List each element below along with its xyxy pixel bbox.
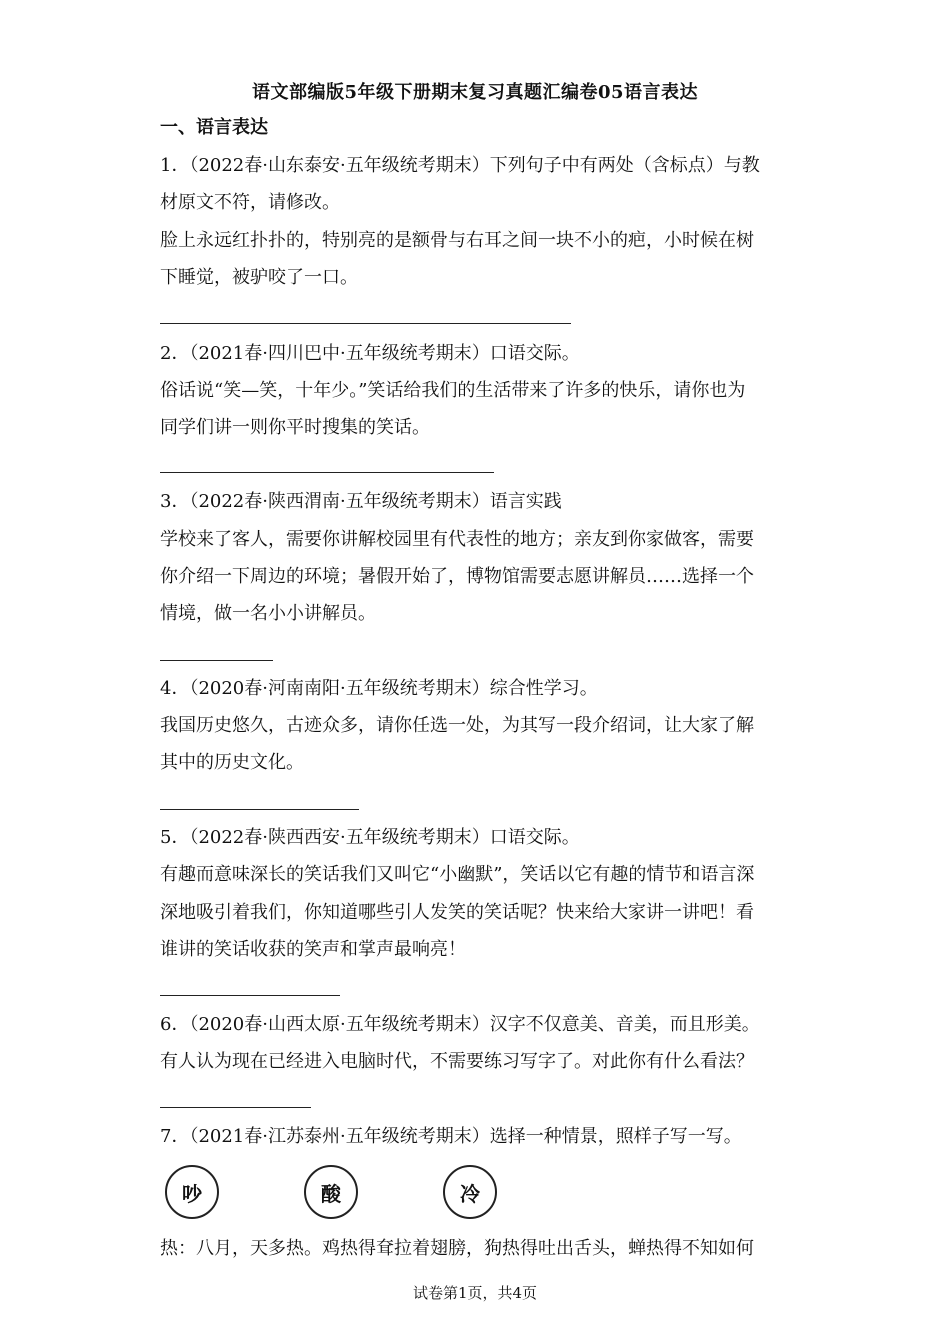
q3-text-line-2: 你介绍一下周边的环境；暑假开始了，博物馆需要志愿讲解员……选择一个 bbox=[160, 566, 754, 587]
q4-text-line-1: 我国历史悠久，古迹众多，请你任选一处，为其写一段介绍词，让大家了解 bbox=[160, 715, 754, 736]
q2-stem-line-1: 2．（2021春·四川巴中·五年级统考期末）口语交际。 bbox=[160, 343, 580, 364]
option-circle-leng bbox=[443, 1165, 497, 1219]
q5-text-line-3: 谁讲的笑话收获的笑声和掌声最响亮！ bbox=[160, 939, 466, 960]
q5-stem-line-1: 5．（2022春·陕西西安·五年级统考期末）口语交际。 bbox=[160, 827, 580, 848]
section-heading: 一、语言表达 bbox=[160, 117, 268, 138]
q1-stem-line-1: 1．（2022春·山东泰安·五年级统考期末）下列句子中有两处（含标点）与教 bbox=[160, 155, 760, 176]
q1-answer-line[interactable] bbox=[160, 323, 571, 324]
q3-text-line-1: 学校来了客人，需要你讲解校园里有代表性的地方；亲友到你家做客，需要 bbox=[160, 529, 754, 550]
q7-stem-line-1: 7．（2021春·江苏泰州·五年级统考期末）选择一种情景，照样子写一写。 bbox=[160, 1126, 742, 1147]
q2-text-line-1: 俗话说“笑—笑，十年少。”笑话给我们的生活带来了许多的快乐，请你也为 bbox=[160, 380, 746, 401]
q3-answer-line[interactable] bbox=[160, 660, 273, 661]
q4-stem-line-1: 4．（2020春·河南南阳·五年级统考期末）综合性学习。 bbox=[160, 678, 598, 699]
q3-text-line-3: 情境，做一名小小讲解员。 bbox=[160, 603, 376, 624]
page-footer: 试卷第1页，共4页 bbox=[412, 1284, 538, 1302]
q7-example-line: 热：八月，天多热。鸡热得耷拉着翅膀，狗热得吐出舌头，蝉热得不知如何 bbox=[160, 1238, 754, 1259]
q3-stem-line-1: 3．（2022春·陕西渭南·五年级统考期末）语言实践 bbox=[160, 491, 562, 512]
q4-text-line-2: 其中的历史文化。 bbox=[160, 752, 304, 773]
option-char: 酸 bbox=[321, 1181, 341, 1206]
q1-text-line-2: 下睡觉，被驴咬了一口。 bbox=[160, 267, 358, 288]
option-circle-suan bbox=[304, 1165, 358, 1219]
q1-stem-line-2: 材原文不符，请修改。 bbox=[160, 192, 340, 213]
q5-text-line-1: 有趣而意味深长的笑话我们又叫它“小幽默”，笑话以它有趣的情节和语言深 bbox=[160, 864, 755, 885]
q2-text-line-2: 同学们讲一则你平时搜集的笑话。 bbox=[160, 417, 430, 438]
q6-answer-line[interactable] bbox=[160, 1107, 311, 1108]
q6-text-line-1: 有人认为现在已经进入电脑时代，不需要练习写字了。对此你有什么看法？ bbox=[160, 1051, 754, 1072]
q1-text-line-1: 脸上永远红扑扑的，特别亮的是额骨与右耳之间一块不小的疤，小时候在树 bbox=[160, 230, 754, 251]
option-circle-chao bbox=[165, 1165, 219, 1219]
q5-answer-line[interactable] bbox=[160, 995, 340, 996]
document-title: 语文部编版5年级下册期末复习真题汇编卷05语言表达 bbox=[251, 82, 699, 103]
option-char: 冷 bbox=[460, 1181, 480, 1206]
option-char: 吵 bbox=[182, 1181, 202, 1206]
q6-stem-line-1: 6．（2020春·山西太原·五年级统考期末）汉字不仅意美、音美，而且形美。 bbox=[160, 1014, 760, 1035]
q5-text-line-2: 深地吸引着我们，你知道哪些引人发笑的笑话呢？快来给大家讲一讲吧！看 bbox=[160, 902, 754, 923]
q2-answer-line[interactable] bbox=[160, 472, 494, 473]
q4-answer-line[interactable] bbox=[160, 809, 359, 810]
